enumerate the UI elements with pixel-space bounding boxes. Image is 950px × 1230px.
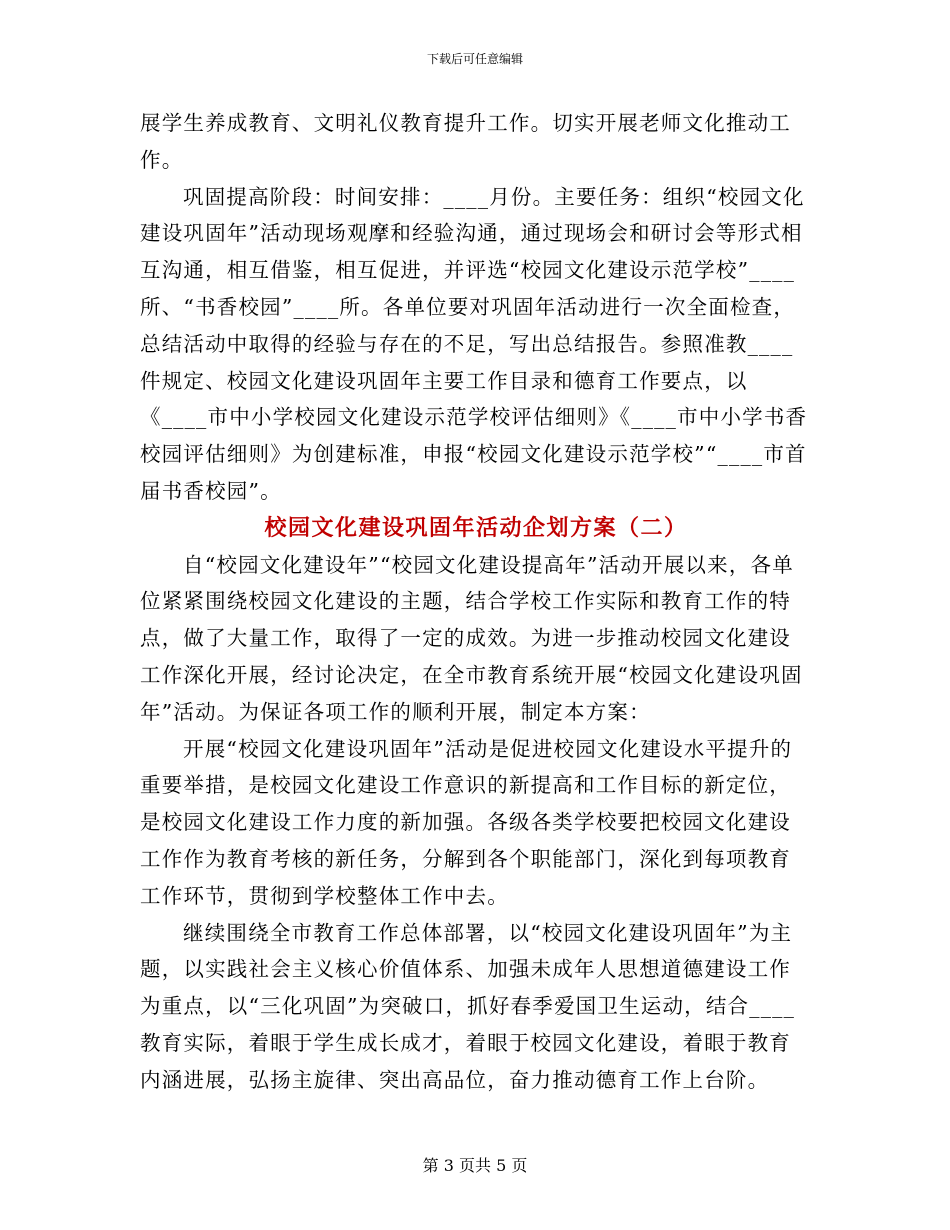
page-footer: 第 3 页共 5 页 [422, 1156, 528, 1175]
paragraph-continuation: 展学生养成教育、文明礼仪教育提升工作。切实开展老师文化推动工作。 [140, 111, 791, 172]
paragraph-guiding-idea: 继续围绕全市教育工作总体部署，以“校园文化建设巩固年”为主题，以实践社会主义核心价值体系、加强未成年人思想道德建设工作为重点，以“三化巩固”为突破口，抓好春季爱国卫生运动，结合____教育实际，着眼于学生成长成才，着眼于校园文化建设，着眼于教育内涵进展，弘扬主旋律、突出高品位，奋力推动德育工作上台阶。 [140, 920, 796, 1092]
section-title: 校园文化建设巩固年活动企划方案（二） [264, 514, 688, 541]
page-header: 下载后可任意编辑 [426, 52, 523, 66]
paragraph-intro: 自“校园文化建设年”“校园文化建设提高年”活动开展以来，各单位紧紧围绕校园文化建设的主题，结合学校工作实际和教育工作的特点，做了大量工作，取得了一定的成效。为进一步推动校园文化建设工作深化开展，经讨论决定，在全市教育系统开展“校园文化建设巩固年”活动。为保证各项工作的顺利开展，制定本方案： [140, 552, 803, 724]
paragraph-significance: 开展“校园文化建设巩固年”活动是促进校园文化建设水平提升的重要举措，是校园文化建设工作意识的新提高和工作目标的新定位，是校园文化建设工作力度的新加强。各级各类学校要把校园文化建设工作作为教育考核的新任务，分解到各个职能部门，深化到每项教育工作环节，贯彻到学校整体工作中去。 [140, 736, 793, 908]
paragraph-consolidation-stage: 巩固提高阶段：时间安排：____月份。主要任务：组织“校园文化建设巩固年”活动现场观摩和经验沟通，通过现场会和研讨会等形式相互沟通，相互借鉴，相互促进，并评选“校园文化建设示范学校”____所、“书香校园”____所。各单位要对巩固年活动进行一次全面检查，总结活动中取得的经验与存在的不足，写出总结报告。参照准教____件规定、校园文化建设巩固年主要工作目录和德育工作要点，以《____市中小学校园文化建设示范学校评估细则》《____市中小学书香校园评估细则》为创建标准，申报“校园文化建设示范学校”“____市首届书香校园”。 [140, 184, 808, 503]
document-body [140, 105, 810, 1099]
